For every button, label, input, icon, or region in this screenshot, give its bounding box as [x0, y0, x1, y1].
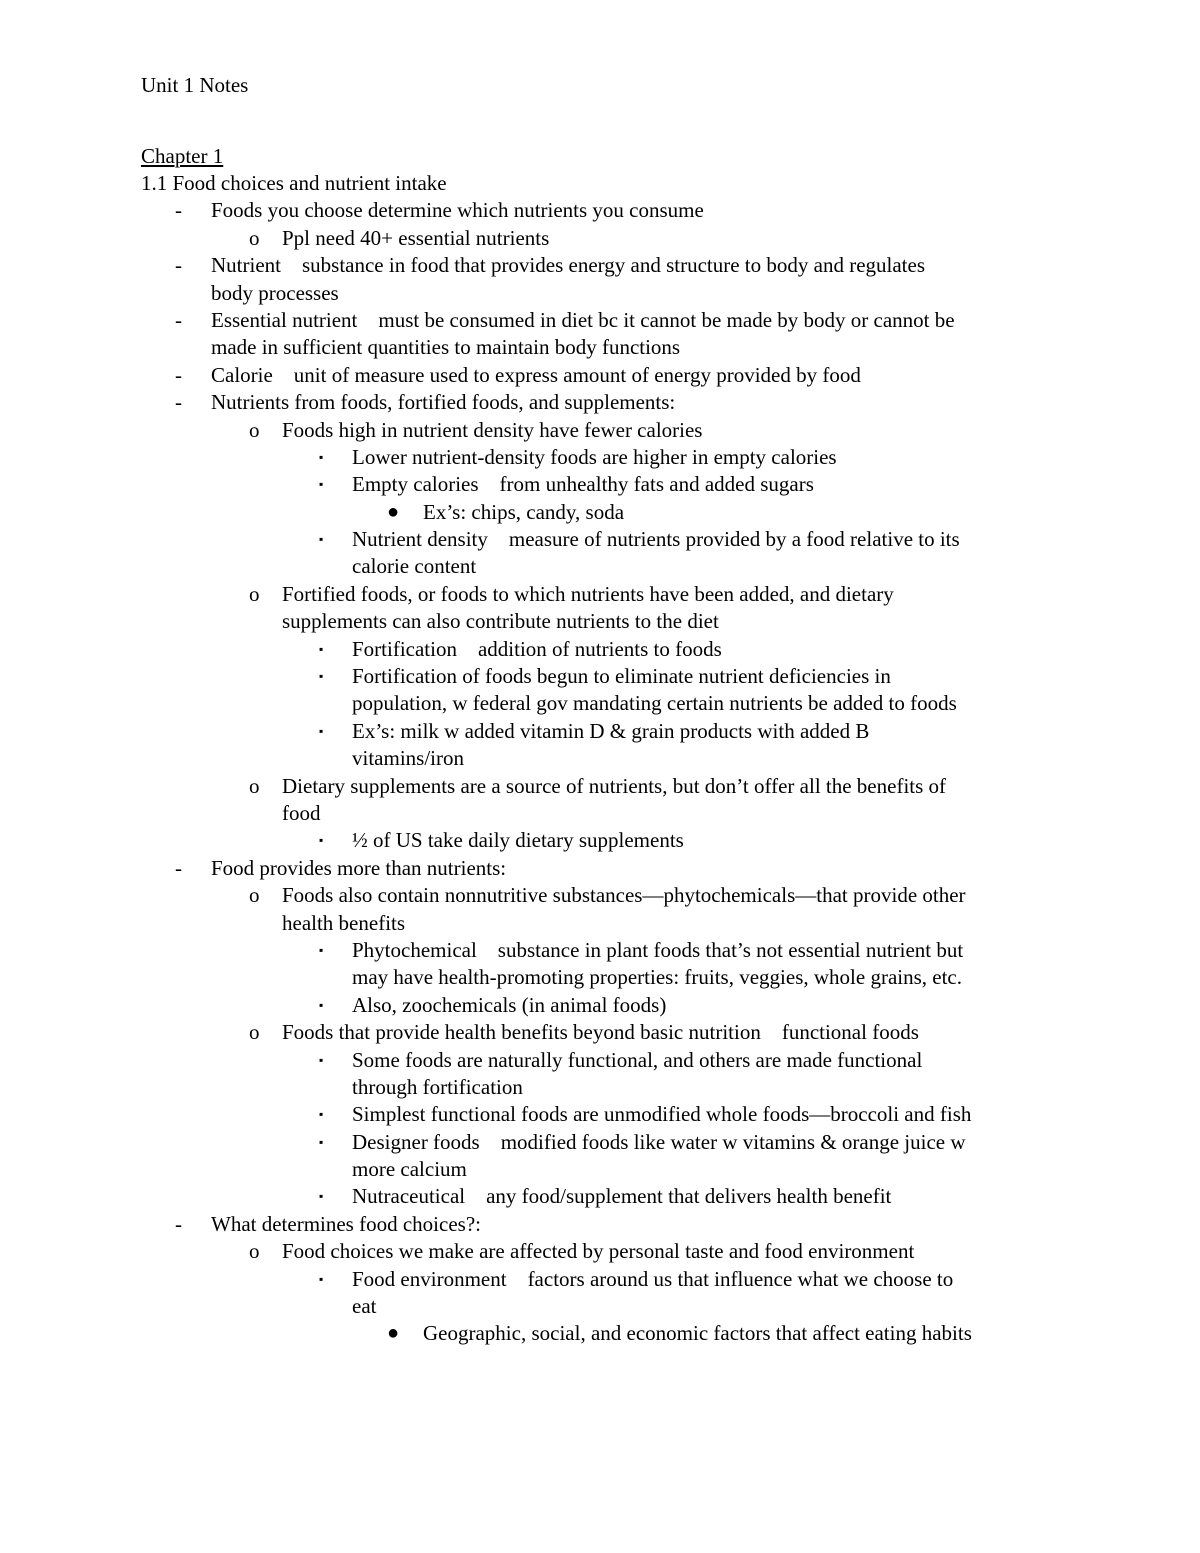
line-text: Foods that provide health benefits beyond basic nutrition functional foods	[282, 1020, 919, 1045]
line-text: Lower nutrient-density foods are higher in empty calories	[352, 444, 837, 469]
list-item	[141, 827, 1081, 854]
list-item	[141, 197, 1081, 224]
list-item	[141, 937, 1081, 964]
square-bullet-icon: ▪	[319, 1134, 324, 1149]
square-bullet-icon: ▪	[319, 1052, 324, 1067]
line-text: Foods high in nutrient density have fewer calories	[282, 417, 703, 442]
list-item	[141, 471, 1081, 498]
line-text: Nutrient density measure of nutrients provided by a food relative to its	[352, 527, 960, 552]
list-item	[141, 855, 1081, 882]
square-bullet-icon: ▪	[319, 997, 324, 1012]
list-item-continuation	[141, 553, 1081, 580]
list-item	[141, 252, 1081, 279]
line-text: Some foods are naturally functional, and others are made functional	[352, 1047, 923, 1072]
dash-bullet-icon: -	[175, 198, 182, 223]
line-text: Food choices we make are affected by personal taste and food environment	[282, 1239, 915, 1264]
list-item	[141, 417, 1081, 444]
line-text: vitamins/iron	[352, 746, 464, 771]
line-text: What determines food choices?:	[211, 1211, 481, 1236]
list-item-continuation	[141, 608, 1081, 635]
square-bullet-icon: ▪	[319, 532, 324, 547]
list-item	[141, 882, 1081, 909]
square-bullet-icon: ▪	[319, 1189, 324, 1204]
line-text: body processes	[211, 280, 339, 305]
line-text: Empty calories from unhealthy fats and added sugars	[352, 472, 814, 497]
dash-bullet-icon: -	[175, 1211, 182, 1236]
square-bullet-icon: ▪	[319, 1271, 324, 1286]
list-item	[141, 307, 1081, 334]
list-item	[141, 1129, 1081, 1156]
list-item	[141, 225, 1081, 252]
line-text: Food environment factors around us that influence what we choose to	[352, 1266, 954, 1291]
line-text: Nutrients from foods, fortified foods, and supplements:	[211, 390, 676, 415]
circle-bullet-icon: o	[249, 883, 260, 908]
list-item	[141, 1183, 1081, 1210]
square-bullet-icon: ▪	[319, 723, 324, 738]
dash-bullet-icon: -	[175, 307, 182, 332]
notes-outline	[141, 170, 1081, 1348]
dash-bullet-icon: -	[175, 390, 182, 415]
square-bullet-icon: ▪	[319, 449, 324, 464]
line-text: through fortification	[352, 1074, 523, 1099]
dash-bullet-icon: -	[175, 855, 182, 880]
circle-bullet-icon: o	[249, 581, 260, 606]
list-item	[141, 362, 1081, 389]
line-text: population, w federal gov mandating certain nutrients be added to foods	[352, 691, 957, 716]
square-bullet-icon: ▪	[319, 1107, 324, 1122]
list-item-continuation	[141, 1293, 1081, 1320]
list-item-continuation	[141, 1156, 1081, 1183]
line-text: Ex’s: chips, candy, soda	[423, 499, 625, 524]
document-title: Unit 1 Notes	[141, 73, 249, 97]
line-text: Essential nutrient must be consumed in diet bc it cannot be made by body or cannot be	[211, 307, 955, 332]
line-text: made in sufficient quantities to maintain body functions	[211, 335, 681, 360]
list-item	[141, 499, 1081, 526]
list-item-continuation	[141, 745, 1081, 772]
dash-bullet-icon: -	[175, 253, 182, 278]
circle-bullet-icon: o	[249, 417, 260, 442]
list-item	[141, 1238, 1081, 1265]
list-item-continuation	[141, 280, 1081, 307]
line-text: Fortification of foods begun to eliminate nutrient deficiencies in	[352, 664, 891, 689]
circle-bullet-icon: o	[249, 1020, 260, 1045]
line-text: Dietary supplements are a source of nutrients, but don’t offer all the benefits of	[282, 773, 947, 798]
line-text: Foods you choose determine which nutrients you consume	[211, 198, 704, 223]
line-text: Food provides more than nutrients:	[211, 855, 507, 880]
square-bullet-icon: ▪	[319, 641, 324, 656]
list-item-continuation	[141, 964, 1081, 991]
line-text: Phytochemical substance in plant foods that’s not essential nutrient but	[352, 937, 964, 962]
line-text: Ex’s: milk w added vitamin D & grain products with added B	[352, 718, 870, 743]
list-item-continuation	[141, 334, 1081, 361]
list-item-continuation	[141, 1074, 1081, 1101]
line-text: calorie content	[352, 554, 477, 579]
list-item	[141, 1211, 1081, 1238]
line-text: Fortified foods, or foods to which nutrients have been added, and dietary	[282, 581, 894, 606]
line-text: Ppl need 40+ essential nutrients	[282, 225, 550, 250]
list-item	[141, 663, 1081, 690]
list-item	[141, 581, 1081, 608]
list-item	[141, 526, 1081, 553]
square-bullet-icon: ▪	[319, 477, 324, 492]
line-text: may have health-promoting properties: fruits, veggies, whole grains, etc.	[352, 965, 962, 990]
line-text: Fortification addition of nutrients to foods	[352, 636, 722, 661]
list-item-continuation	[141, 690, 1081, 717]
square-bullet-icon: ▪	[319, 942, 324, 957]
list-item	[141, 444, 1081, 471]
line-text: Foods also contain nonnutritive substances—phytochemicals—that provide other	[282, 883, 966, 908]
line-text: supplements can also contribute nutrients to the diet	[282, 609, 719, 634]
list-item	[141, 1101, 1081, 1128]
list-item	[141, 389, 1081, 416]
line-text: more calcium	[352, 1157, 467, 1182]
line-text: Designer foods modified foods like water w vitamins & orange juice w	[352, 1129, 966, 1154]
line-text: food	[282, 800, 321, 825]
list-item-continuation	[141, 800, 1081, 827]
line-text: Nutraceutical any food/supplement that delivers health benefit	[352, 1184, 892, 1209]
circle-bullet-icon: o	[249, 225, 260, 250]
line-text: Calorie unit of measure used to express amount of energy provided by food	[211, 362, 861, 387]
list-item	[141, 718, 1081, 745]
line-text: eat	[352, 1294, 377, 1319]
circle-bullet-icon: o	[249, 773, 260, 798]
round-bullet-icon: ●	[387, 500, 400, 523]
line-text: health benefits	[282, 910, 406, 935]
circle-bullet-icon: o	[249, 1239, 260, 1264]
dash-bullet-icon: -	[175, 362, 182, 387]
list-item	[141, 1047, 1081, 1074]
list-item	[141, 636, 1081, 663]
line-text: ½ of US take daily dietary supplements	[352, 828, 684, 853]
list-item	[141, 1320, 1081, 1347]
line-text: Simplest functional foods are unmodified whole foods—broccoli and fish	[352, 1102, 972, 1127]
round-bullet-icon: ●	[387, 1322, 400, 1345]
section-heading	[141, 170, 1081, 197]
list-item	[141, 773, 1081, 800]
list-item	[141, 1266, 1081, 1293]
list-item	[141, 992, 1081, 1019]
chapter-heading: Chapter 1	[141, 144, 224, 168]
line-text: 1.1 Food choices and nutrient intake	[141, 171, 447, 195]
square-bullet-icon: ▪	[319, 669, 324, 684]
line-text: Also, zoochemicals (in animal foods)	[352, 992, 667, 1017]
line-text: Geographic, social, and economic factors that affect eating habits	[423, 1321, 972, 1346]
list-item-continuation	[141, 910, 1081, 937]
list-item	[141, 1019, 1081, 1046]
square-bullet-icon: ▪	[319, 833, 324, 848]
line-text: Nutrient substance in food that provides energy and structure to body and regulates	[211, 253, 926, 278]
